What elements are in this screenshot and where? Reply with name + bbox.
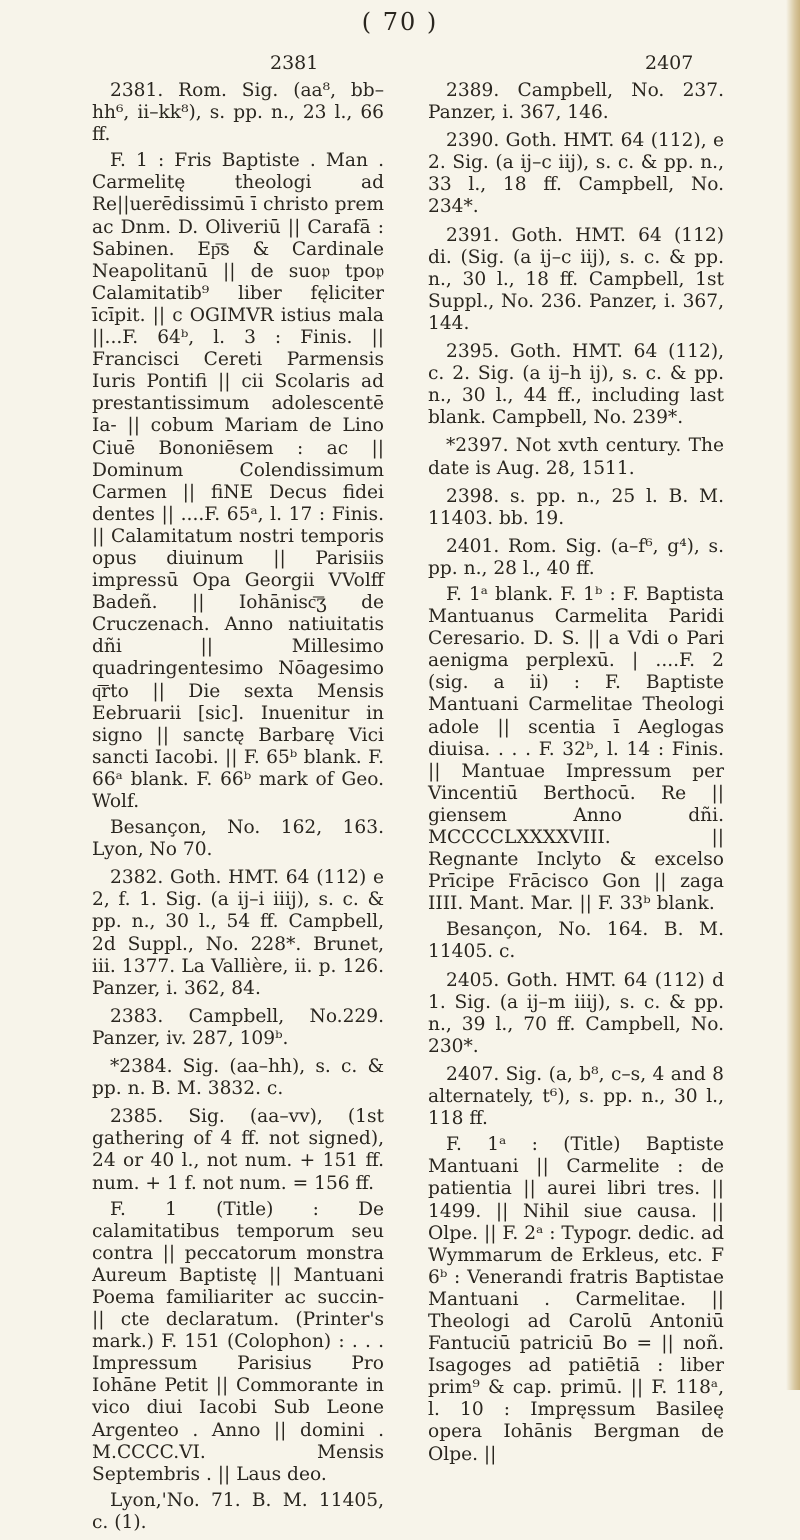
catalog-entry bbox=[428, 80, 724, 124]
catalog-entry bbox=[92, 1106, 384, 1534]
entry-paragraph: 2401. Rom. Sig. (a–f⁶, g⁴), s. pp. n., 28 l., 40 ff. bbox=[428, 535, 724, 579]
entry-paragraph: *2397. Not xvth century. The date is Aug. 28, 1511. bbox=[428, 435, 724, 479]
entry-paragraph: 2395. Goth. HMT. 64 (112), c. 2. Sig. (a ij–h ij), s. c. & pp. n., 30 l., 44 ff., including last blank. Campbell, No. 239*. bbox=[428, 341, 724, 429]
catalog-entry bbox=[428, 1064, 724, 1466]
catalog-entry bbox=[428, 970, 724, 1058]
entry-paragraph: 2389. Campbell, No. 237. Panzer, i. 367, 146. bbox=[428, 80, 724, 124]
running-head-right: 2407 bbox=[645, 52, 694, 74]
catalog-entry bbox=[428, 435, 724, 479]
entry-paragraph: Lyon,'No. 71. B. M. 11405, c. (1). bbox=[92, 1489, 384, 1533]
catalog-entry bbox=[428, 130, 724, 218]
catalog-entry bbox=[428, 486, 724, 530]
entry-paragraph: 2382. Goth. HMT. 64 (112) e 2, f. 1. Sig. (a ij–i iiij), s. c. & pp. n., 30 l., 54 ff. Campbell, 2d Suppl., No. 228*. Brunet, iii. 1377. La Vallière, ii. p. 126. Panzer, i. 362, 84. bbox=[92, 867, 384, 999]
catalog-entry bbox=[92, 1006, 384, 1050]
entry-paragraph: Besançon, No. 164. B. M. 11405. c. bbox=[428, 919, 724, 963]
entry-paragraph: 2390. Goth. HMT. 64 (112), e 2. Sig. (a ij–c iij), s. c. & pp. n., 33 l., 18 ff. Campbell, No. 234*. bbox=[428, 130, 724, 218]
page-edge bbox=[786, 0, 800, 1390]
right-column bbox=[428, 80, 724, 1472]
entry-paragraph: Besançon, No. 162, 163. Lyon, No 70. bbox=[92, 817, 384, 861]
entry-paragraph: 2385. Sig. (aa–vv), (1st gathering of 4 ff. not signed), 24 or 40 l., not num. + 151 ff. num. + 1 f. not num. = 156 ff. bbox=[92, 1106, 384, 1194]
entry-paragraph: 2405. Goth. HMT. 64 (112) d 1. Sig. (a ij–m iiij), s. c. & pp. n., 39 l., 70 ff. Campbell, No. 230*. bbox=[428, 969, 724, 1057]
left-column bbox=[92, 80, 384, 1540]
entry-paragraph: 2391. Goth. HMT. 64 (112) di. (Sig. (a ij–c iij), s. c. & pp. n., 30 l., 18 ff. Campbell, 1st Suppl., No. 236. Panzer, i. 367, 144. bbox=[428, 224, 724, 334]
entry-paragraph: 2381. Rom. Sig. (aa⁸, bb–hh⁶, ii–kk⁸), s. pp. n., 23 l., 66 ff. bbox=[92, 80, 384, 146]
catalog-entry bbox=[92, 867, 384, 1000]
entry-paragraph: 2398. s. pp. n., 25 l. B. M. 11403. bb. 19. bbox=[428, 485, 724, 529]
catalog-entry bbox=[428, 225, 724, 335]
entry-paragraph: 2383. Campbell, No.229. Panzer, iv. 287, 109ᵇ. bbox=[92, 1005, 384, 1049]
catalog-entry bbox=[92, 80, 384, 861]
catalog-entry bbox=[92, 1056, 384, 1100]
entry-paragraph: F. 1 (Title) : De calamitatibus temporum seu contra || peccatorum monstra Aureum Baptistę || Mantuani Poema familiariter ac succin- || cte declaratum. (Printer's mark.) F. 151 (Colophon) : . . . Impressum Parisius Pro Iohāne Petit || Commorante in vico diui Iacobi Sub Leone Argenteo . Anno || domini . M.CCCC.VI. Mensis Septembris . || Laus deo. bbox=[92, 1198, 384, 1485]
entry-paragraph: 2407. Sig. (a, b⁸, c–s, 4 and 8 alternately, t⁶), s. pp. n., 30 l., 118 ff. bbox=[428, 1063, 724, 1130]
entry-paragraph: F. 1ᵃ : (Title) Baptiste Mantuani || Carmelite : de patientia || aurei libri tres. || 1499. || Nihil siue causa. || Olpe. || F. 2ᵃ : Typogr. dedic. ad Wymmarum de Erkleus, etc. F 6ᵇ : Venerandi fratris Baptistae Mantuani . Carmelitae. || Theologi ad Carolū Antoniū Fantuciū patriciū Bo = || noñ. Isagoges ad patiētiā : liber prim⁹ & cap. primū. || F. 118ᵃ, l. 10 : Impręssum Basileę opera Iohānis Bergman de Olpe. || bbox=[428, 1134, 724, 1465]
running-head-left: 2381 bbox=[270, 52, 319, 74]
page-number: ( 70 ) bbox=[361, 8, 439, 36]
catalog-entry bbox=[428, 536, 724, 964]
entry-paragraph: *2384. Sig. (aa–hh), s. c. & pp. n. B. M. 3832. c. bbox=[92, 1056, 384, 1100]
entry-paragraph: F. 1 : Fris Baptiste . Man . Carmelitę theologi ad Re||uerēdissimū ī christo prem ac Dnm. D. Oliveriū || Carafā : Sabinen. Ep͞s & Cardinale Neapolitanū || de suo𝔭 tpo𝔭 Calamitatib⁹ liber fęliciter īcīpit. || c OGIMVR istius mala ||...F. 64ᵇ, l. 3 : Finis. || Francisci Cereti Parmensis Iuris Pontifi || cii Scolaris ad prestantissimum adolescentē Ia- || cobum Mariam de Lino Ciuē Bononiēsem : ac || Dominum Colendissimum Carmen || fiNE Decus fidei dentes || ....F. 65ᵃ, l. 17 : Finis. || Calamitatum nostri temporis opus diuinum || Parisiis impressū Opa Georgii VVolff Badeñ. || Iohānisc͞ʒ de Cruczenach. Anno natiuitatis dñi || Millesimo quadringentesimo Nōagesimo q͞rto || Die sexta Mensis Eebruarii [sic]. Inuenitur in signo || sanctę Barbarę Vici sancti Iacobi. || F. 65ᵇ blank. F. 66ᵃ blank. F. 66ᵇ mark of Geo. Wolf. bbox=[92, 150, 384, 812]
entry-paragraph: F. 1ᵃ blank. F. 1ᵇ : F. Baptista Mantuanus Carmelita Paridi Ceresario. D. S. || a Vdi o Pari aenigma perplexū. | ....F. 2 (sig. a ii) : F. Baptiste Mantuani Carmelitae Theologi adole || scentia ī Aeglogas diuisa. . . . F. 32ᵇ, l. 14 : Finis. || Mantuae Impressum per Vincentiū Berthocū. Re || giensem Anno dñi. MCCCCLXXXXVIII. || Regnante Inclyto & excelso Prīcipe Frācisco Gon || zaga IIII. Mant. Mar. || F. 33ᵇ blank. bbox=[428, 583, 724, 915]
catalog-entry bbox=[428, 341, 724, 429]
